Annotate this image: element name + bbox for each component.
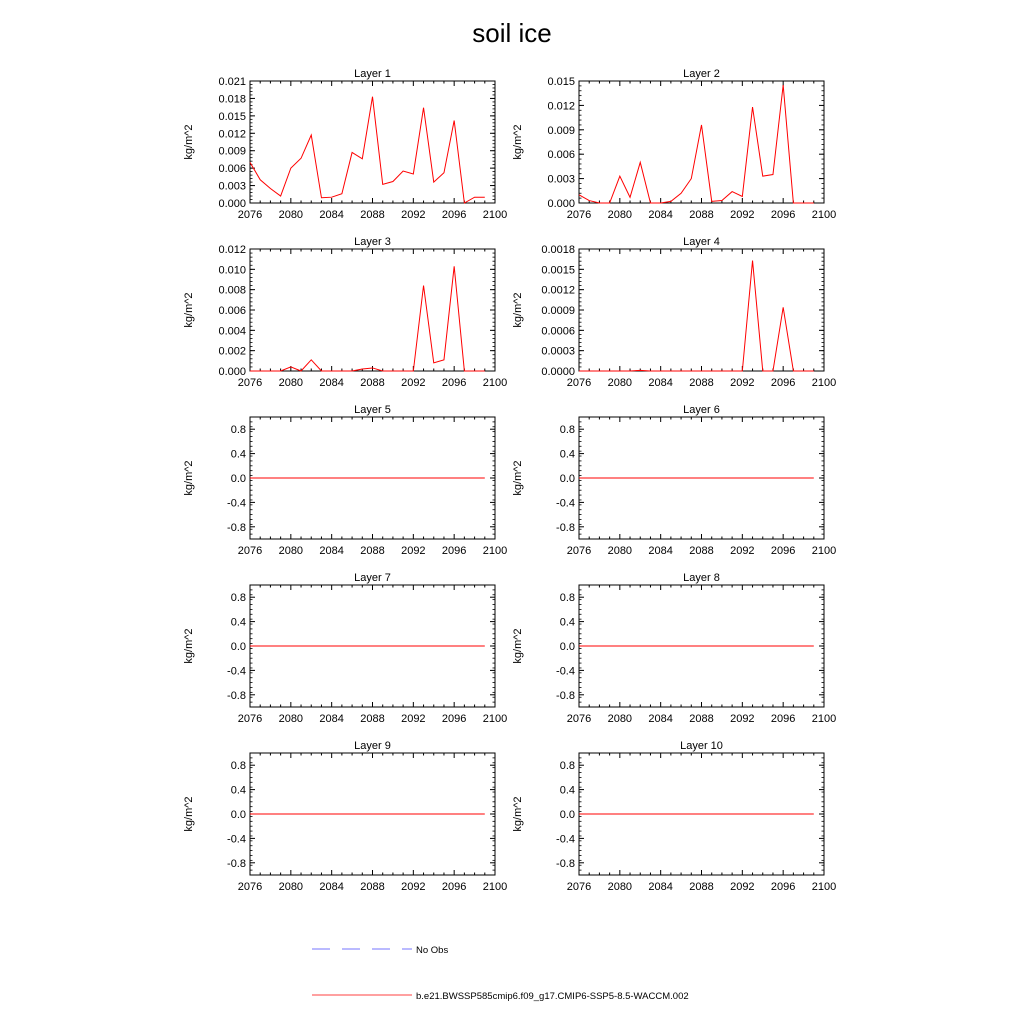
y-axis-label: kg/m^2 <box>183 460 195 496</box>
x-tick-label: 2092 <box>401 377 426 389</box>
x-tick-label: 2088 <box>689 881 714 893</box>
panel-3 <box>183 236 507 389</box>
y-axis-label: kg/m^2 <box>512 292 524 328</box>
panel-title: Layer 7 <box>354 572 391 584</box>
panel-9 <box>183 740 507 893</box>
y-tick-label: 0.4 <box>559 784 575 797</box>
series-line-1 <box>250 97 485 203</box>
x-tick-label: 2092 <box>401 881 426 893</box>
y-tick-label: 0.0012 <box>541 284 575 297</box>
y-tick-label: 0.010 <box>218 264 246 277</box>
y-tick-label: 0.003 <box>218 180 246 193</box>
y-tick-label: 0.002 <box>218 345 246 358</box>
y-axis-label: kg/m^2 <box>183 124 195 160</box>
y-axis-label: kg/m^2 <box>512 796 524 832</box>
x-tick-label: 2100 <box>482 377 508 389</box>
y-tick-label: 0.006 <box>218 305 246 317</box>
y-tick-label: 0.0000 <box>541 366 575 378</box>
y-tick-label: -0.8 <box>556 689 575 702</box>
panel-title: Layer 9 <box>354 740 391 752</box>
y-tick-label: 0.4 <box>230 616 246 629</box>
x-tick-label: 2076 <box>237 713 263 725</box>
y-tick-label: 0.4 <box>230 448 246 461</box>
x-tick-label: 2096 <box>770 713 796 725</box>
panel-6 <box>512 404 836 557</box>
panel-title: Layer 6 <box>683 404 720 416</box>
y-tick-label: 0.015 <box>218 110 246 123</box>
y-axis-label: kg/m^2 <box>183 628 195 664</box>
y-axis-label: kg/m^2 <box>512 460 524 496</box>
y-tick-label: 0.009 <box>218 145 246 158</box>
y-tick-label: 0.0018 <box>541 244 575 256</box>
panel-title: Layer 8 <box>683 572 720 584</box>
y-tick-label: 0.0 <box>230 809 246 821</box>
x-tick-label: 2084 <box>648 209 673 221</box>
x-tick-label: 2092 <box>401 713 426 725</box>
x-tick-label: 2092 <box>730 377 755 389</box>
y-tick-label: 0.8 <box>559 592 575 605</box>
x-tick-label: 2076 <box>237 377 263 389</box>
x-tick-label: 2100 <box>482 545 508 557</box>
y-tick-label: 0.8 <box>559 424 575 437</box>
y-tick-label: 0.8 <box>230 592 246 605</box>
x-tick-label: 2092 <box>401 209 426 221</box>
x-tick-label: 2092 <box>401 545 426 557</box>
y-tick-label: 0.8 <box>230 424 246 437</box>
series-line-1 <box>579 261 814 371</box>
y-tick-label: 0.000 <box>218 366 246 378</box>
x-tick-label: 2084 <box>319 209 344 221</box>
panel-title: Layer 5 <box>354 404 391 416</box>
panel-10 <box>512 740 836 893</box>
panel-title: Layer 2 <box>683 68 720 80</box>
y-tick-label: -0.8 <box>227 521 246 534</box>
y-tick-label: 0.000 <box>218 198 246 210</box>
x-tick-label: 2076 <box>237 545 263 557</box>
y-tick-label: 0.0 <box>230 473 246 485</box>
panel-4 <box>512 236 836 389</box>
x-tick-label: 2088 <box>360 209 385 221</box>
x-tick-label: 2076 <box>566 209 592 221</box>
x-tick-label: 2088 <box>360 713 385 725</box>
y-tick-label: -0.4 <box>556 833 575 846</box>
x-tick-label: 2084 <box>648 545 673 557</box>
plot-frame <box>579 249 824 371</box>
x-tick-label: 2080 <box>607 713 633 725</box>
x-tick-label: 2100 <box>482 209 508 221</box>
x-tick-label: 2100 <box>482 881 508 893</box>
y-tick-label: 0.0 <box>230 641 246 653</box>
panel-5 <box>183 404 507 557</box>
y-tick-label: 0.000 <box>547 198 575 210</box>
x-tick-label: 2080 <box>278 713 304 725</box>
x-tick-label: 2096 <box>770 881 796 893</box>
y-tick-label: 0.012 <box>547 100 575 113</box>
x-tick-label: 2084 <box>648 881 673 893</box>
y-tick-label: -0.4 <box>227 833 246 846</box>
series-line-1 <box>250 266 485 371</box>
y-tick-label: 0.004 <box>218 325 246 338</box>
x-tick-label: 2084 <box>319 713 344 725</box>
x-tick-label: 2100 <box>811 713 837 725</box>
x-tick-label: 2100 <box>482 713 508 725</box>
x-tick-label: 2088 <box>360 545 385 557</box>
x-tick-label: 2076 <box>237 881 263 893</box>
y-axis-label: kg/m^2 <box>512 628 524 664</box>
x-tick-label: 2100 <box>811 881 837 893</box>
panel-title: Layer 4 <box>683 236 720 248</box>
x-tick-label: 2088 <box>360 881 385 893</box>
x-tick-label: 2084 <box>648 377 673 389</box>
y-tick-label: 0.0006 <box>541 325 575 338</box>
y-tick-label: 0.0 <box>559 809 575 821</box>
x-tick-label: 2096 <box>441 377 467 389</box>
x-tick-label: 2096 <box>770 209 796 221</box>
y-tick-label: 0.021 <box>218 76 246 88</box>
y-tick-label: 0.0009 <box>541 305 575 317</box>
y-tick-label: 0.0 <box>559 641 575 653</box>
series-line-1 <box>579 85 814 203</box>
x-tick-label: 2084 <box>648 713 673 725</box>
y-tick-label: 0.003 <box>547 173 575 186</box>
y-tick-label: 0.006 <box>218 163 246 176</box>
y-tick-label: -0.8 <box>556 857 575 870</box>
y-axis-label: kg/m^2 <box>512 124 524 160</box>
x-tick-label: 2092 <box>730 209 755 221</box>
x-tick-label: 2092 <box>730 881 755 893</box>
legend-model-label: b.e21.BWSSP585cmip6.f09_g17.CMIP6-SSP5-8.5-WACCM.002 <box>416 991 689 1002</box>
y-tick-label: 0.009 <box>547 124 575 137</box>
x-tick-label: 2100 <box>811 377 837 389</box>
x-tick-label: 2096 <box>441 713 467 725</box>
x-tick-label: 2076 <box>566 377 592 389</box>
y-tick-label: -0.8 <box>227 689 246 702</box>
x-tick-label: 2080 <box>278 209 304 221</box>
y-tick-label: 0.0 <box>559 473 575 485</box>
x-tick-label: 2080 <box>278 545 304 557</box>
y-tick-label: 0.4 <box>230 784 246 797</box>
y-tick-label: 0.006 <box>547 149 575 162</box>
y-tick-label: -0.8 <box>556 521 575 534</box>
x-tick-label: 2100 <box>811 545 837 557</box>
y-tick-label: 0.012 <box>218 128 246 141</box>
y-tick-label: -0.8 <box>227 857 246 870</box>
panel-title: Layer 10 <box>680 740 723 752</box>
plot-frame <box>579 81 824 203</box>
x-tick-label: 2080 <box>278 881 304 893</box>
x-tick-label: 2096 <box>770 545 796 557</box>
x-tick-label: 2096 <box>441 881 467 893</box>
x-tick-label: 2084 <box>319 545 344 557</box>
x-tick-label: 2080 <box>278 377 304 389</box>
x-tick-label: 2084 <box>319 881 344 893</box>
panel-7 <box>183 572 507 725</box>
y-tick-label: -0.4 <box>227 665 246 678</box>
y-tick-label: 0.008 <box>218 284 246 297</box>
y-tick-label: 0.0015 <box>541 264 575 277</box>
panel-2 <box>512 68 836 221</box>
legend-obs-label: No Obs <box>416 945 449 956</box>
x-tick-label: 2080 <box>607 377 633 389</box>
y-tick-label: -0.4 <box>556 665 575 678</box>
y-tick-label: 0.8 <box>559 760 575 773</box>
legend <box>312 945 689 1002</box>
x-tick-label: 2076 <box>237 209 263 221</box>
y-axis-label: kg/m^2 <box>183 292 195 328</box>
x-tick-label: 2080 <box>607 545 633 557</box>
x-tick-label: 2088 <box>689 377 714 389</box>
y-tick-label: 0.0003 <box>541 345 575 358</box>
y-axis-label: kg/m^2 <box>183 796 195 832</box>
x-tick-label: 2096 <box>441 209 467 221</box>
y-tick-label: 0.4 <box>559 448 575 461</box>
panel-title: Layer 1 <box>354 68 391 80</box>
panel-8 <box>512 572 836 725</box>
x-tick-label: 2080 <box>607 209 633 221</box>
x-tick-label: 2076 <box>566 881 592 893</box>
x-tick-label: 2084 <box>319 377 344 389</box>
x-tick-label: 2088 <box>360 377 385 389</box>
panels <box>183 68 836 893</box>
y-tick-label: 0.015 <box>547 76 575 88</box>
panel-title: Layer 3 <box>354 236 391 248</box>
x-tick-label: 2100 <box>811 209 837 221</box>
y-tick-label: -0.4 <box>227 497 246 510</box>
x-tick-label: 2088 <box>689 545 714 557</box>
x-tick-label: 2092 <box>730 713 755 725</box>
x-tick-label: 2092 <box>730 545 755 557</box>
y-tick-label: -0.4 <box>556 497 575 510</box>
x-tick-label: 2080 <box>607 881 633 893</box>
x-tick-label: 2088 <box>689 713 714 725</box>
panel-1 <box>183 68 507 221</box>
y-tick-label: 0.018 <box>218 93 246 106</box>
y-tick-label: 0.4 <box>559 616 575 629</box>
x-tick-label: 2076 <box>566 545 592 557</box>
x-tick-label: 2076 <box>566 713 592 725</box>
y-tick-label: 0.012 <box>218 244 246 256</box>
x-tick-label: 2088 <box>689 209 714 221</box>
figure-title: soil ice <box>472 18 552 48</box>
y-tick-label: 0.8 <box>230 760 246 773</box>
x-tick-label: 2096 <box>770 377 796 389</box>
x-tick-label: 2096 <box>441 545 467 557</box>
